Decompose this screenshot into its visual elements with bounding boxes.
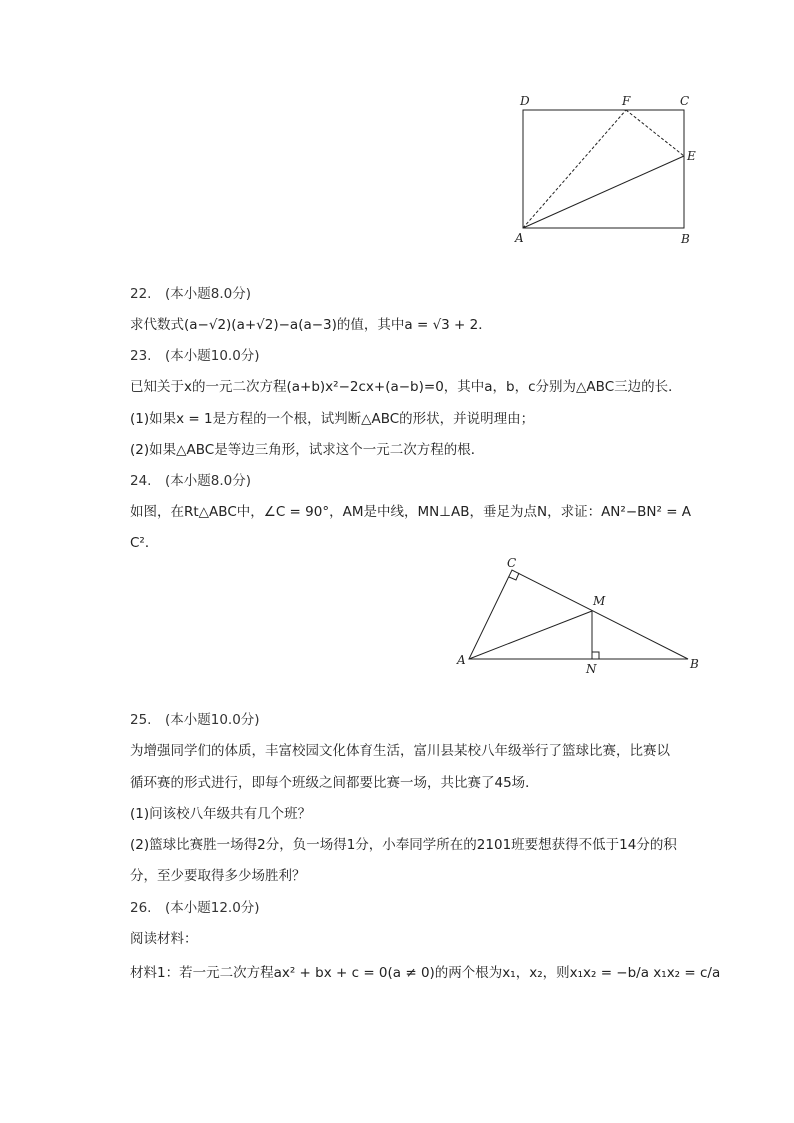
label-a: A bbox=[515, 231, 524, 245]
label-e: E bbox=[687, 149, 696, 163]
q26-intro: 阅读材料： bbox=[130, 931, 198, 947]
q26-header: 26. (本小题12.0分) bbox=[130, 900, 260, 916]
label-a2: A bbox=[457, 653, 466, 667]
rectangle-abcd bbox=[523, 110, 684, 228]
label-c2: C bbox=[507, 556, 517, 570]
label-n: N bbox=[586, 662, 597, 676]
q24-line1: 如图，在Rt△ABC中，∠C = 90°，AM是中线，MN⊥AB，垂足为点N，求证：AN²−BN² = A bbox=[130, 504, 692, 520]
segment-am bbox=[469, 611, 592, 659]
label-b2: B bbox=[690, 657, 699, 671]
segment-fe bbox=[626, 110, 684, 156]
q25-part1: (1)问该校八年级共有几个班？ bbox=[130, 806, 312, 822]
segment-ae bbox=[523, 156, 684, 228]
label-f: F bbox=[622, 94, 631, 108]
segment-af bbox=[523, 110, 626, 228]
label-b: B bbox=[681, 232, 690, 246]
q26-material1: 材料1：若一元二次方程ax² + bx + c = 0(a ≠ 0)的两个根为x₁，x₂，则x₁x₂ = −b/a x₁x₂ = c/a bbox=[130, 965, 721, 981]
q22-header: 22. (本小题8.0分) bbox=[130, 286, 251, 302]
q23-header: 23. (本小题10.0分) bbox=[130, 348, 260, 364]
label-m: M bbox=[593, 594, 606, 608]
label-d: D bbox=[520, 94, 530, 108]
q25-part2-line1: (2)篮球比赛胜一场得2分，负一场得1分，小奉同学所在的2101班要想获得不低于14分的积 bbox=[130, 837, 677, 853]
q23-stem: 已知关于x的一元二次方程(a+b)x²−2cx+(a−b)=0，其中a，b，c分别为△ABC三边的长． bbox=[130, 379, 682, 395]
rectangle-figure bbox=[505, 88, 715, 253]
q22-text: 求代数式(a−√2)(a+√2)−a(a−3)的值，其中a = √3 + 2． bbox=[130, 317, 492, 333]
triangle-figure bbox=[450, 552, 710, 680]
q23-part1: (1)如果x = 1是方程的一个根，试判断△ABC的形状，并说明理由； bbox=[130, 411, 535, 427]
q25-line1: 为增强同学们的体质，丰富校园文化体育生活，富川县某校八年级举行了篮球比赛，比赛以 bbox=[130, 743, 670, 759]
right-angle-n bbox=[592, 652, 599, 659]
q23-part2: (2)如果△ABC是等边三角形，试求这个一元二次方程的根． bbox=[130, 442, 485, 458]
q25-header: 25. (本小题10.0分) bbox=[130, 712, 260, 728]
q24-header: 24. (本小题8.0分) bbox=[130, 473, 251, 489]
q24-line2: C²． bbox=[130, 535, 159, 551]
label-c: C bbox=[680, 94, 690, 108]
q25-part2-line2: 分，至少要取得多少场胜利？ bbox=[130, 868, 306, 884]
q25-line2: 循环赛的形式进行，即每个班级之间都要比赛一场，共比赛了45场． bbox=[130, 775, 539, 791]
